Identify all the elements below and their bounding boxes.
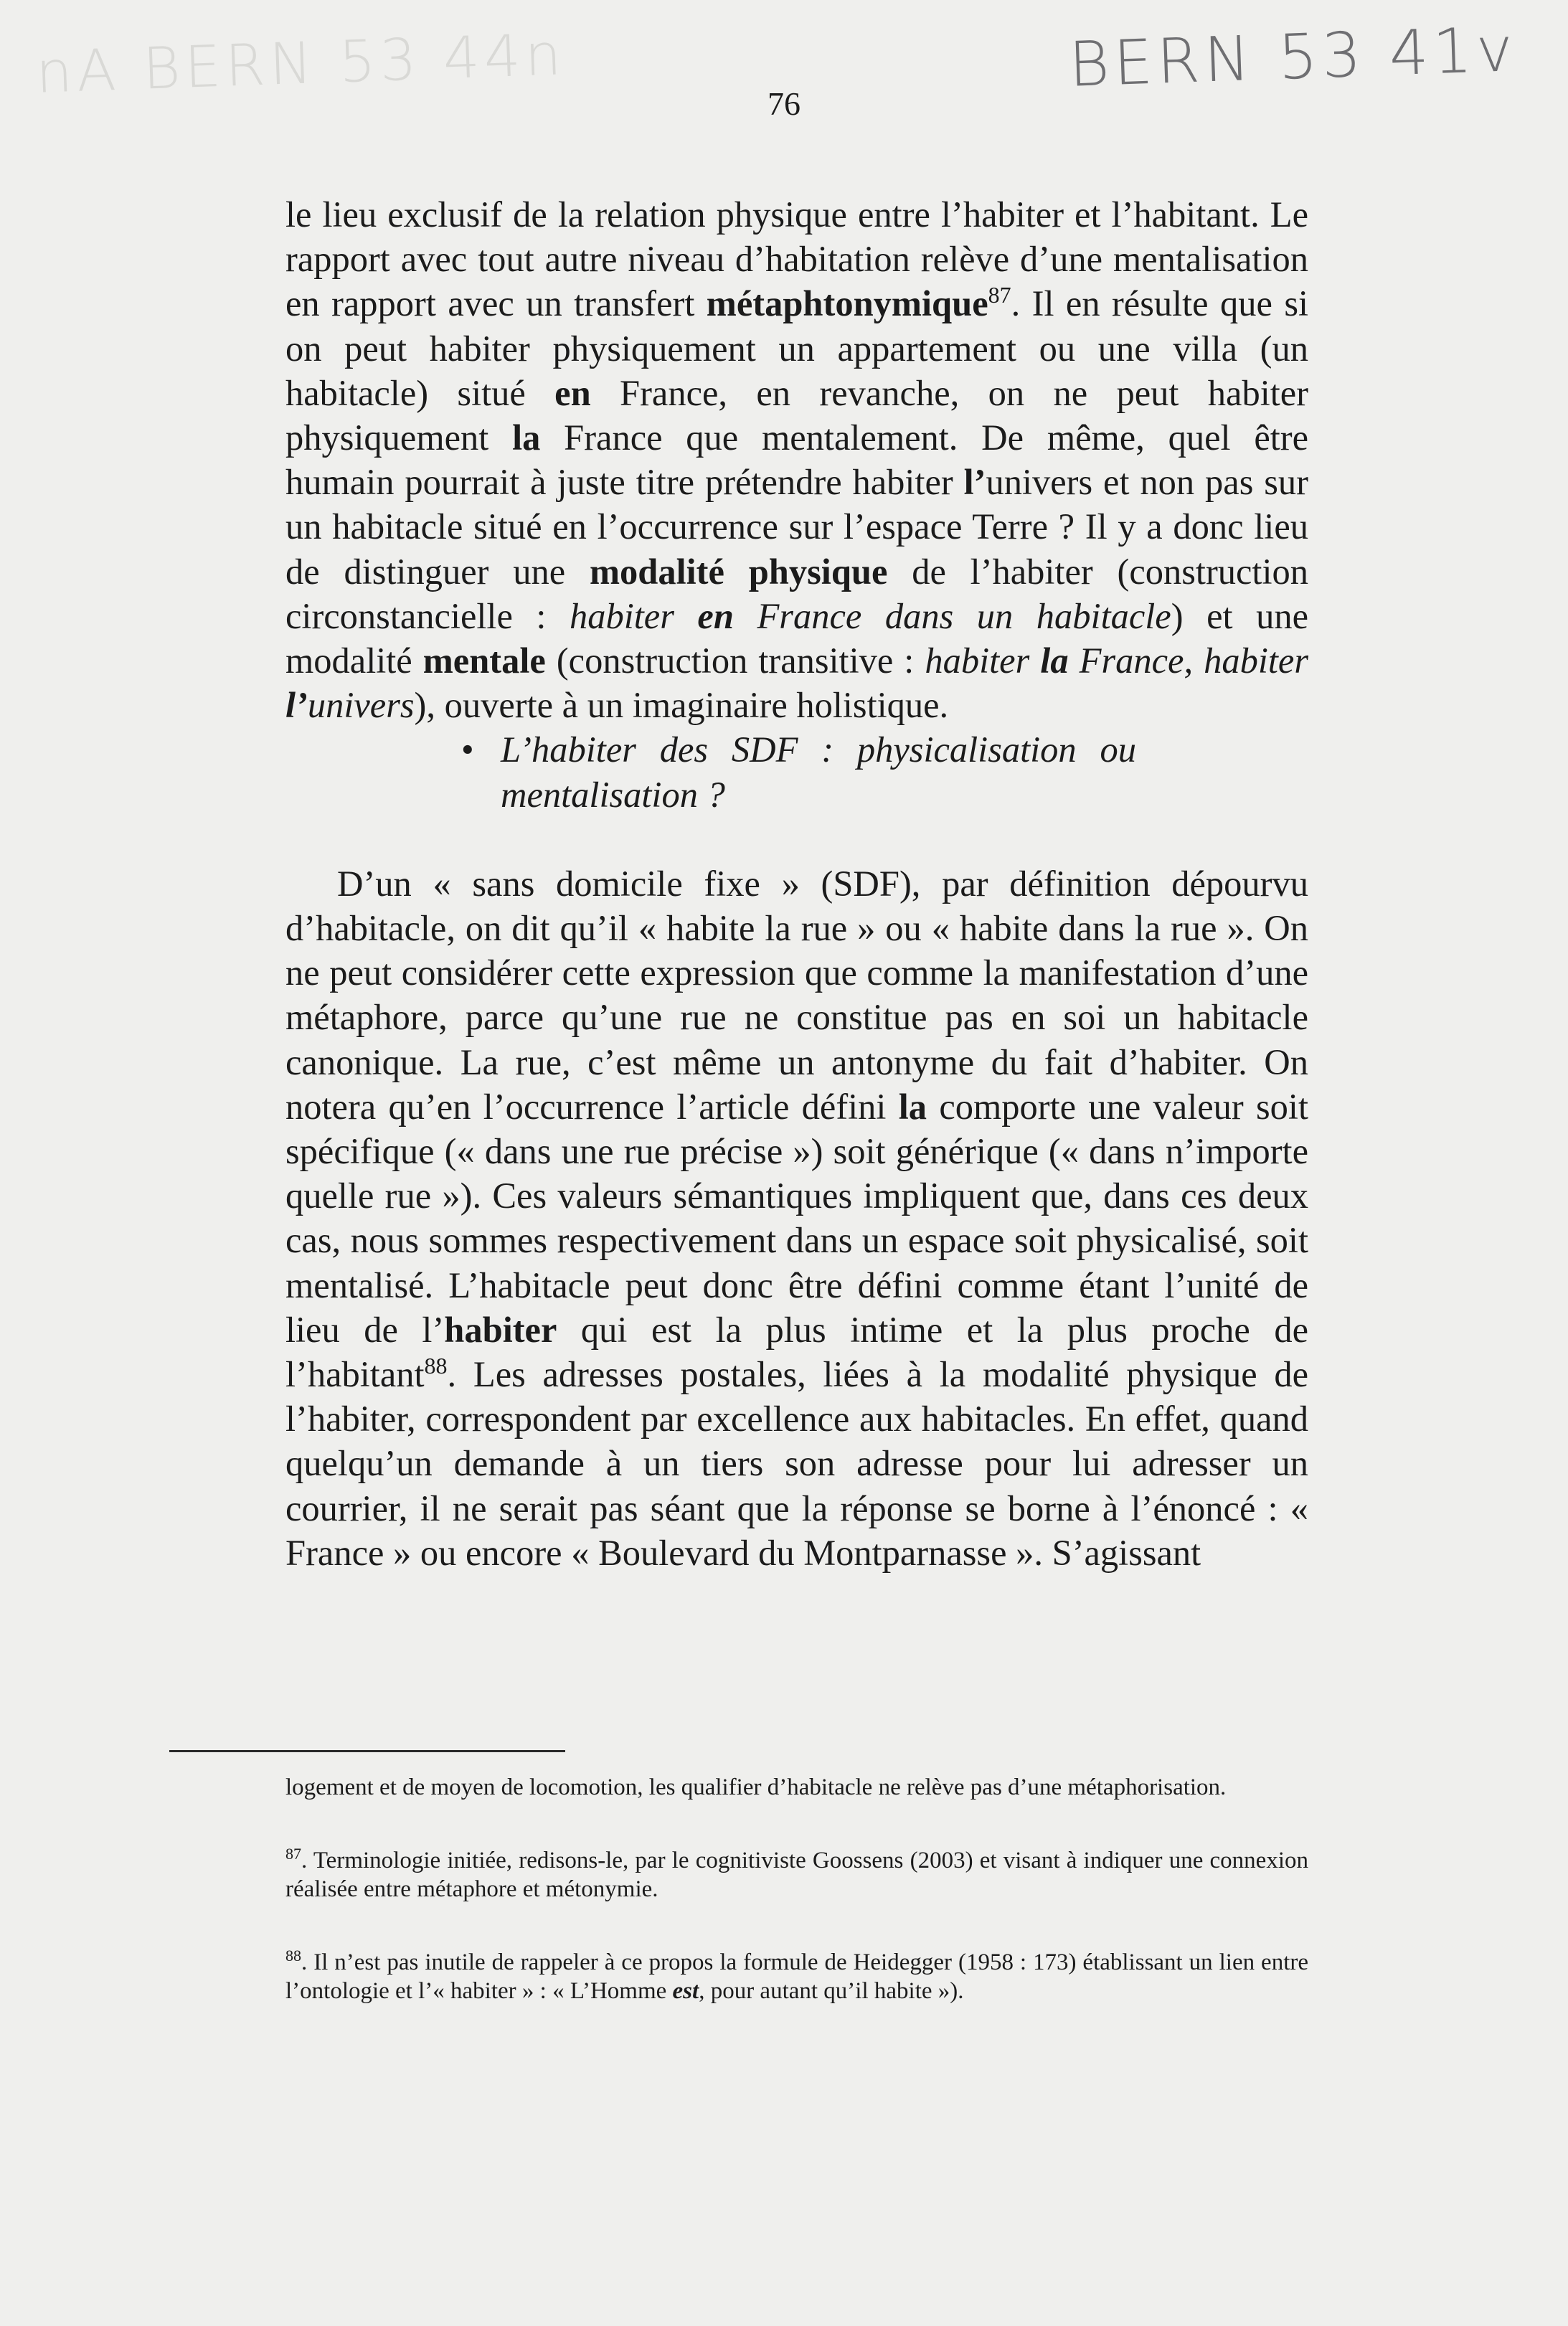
section-heading-text: L’habiter des SDF : physicalisation ou mentalisation ?	[501, 729, 1136, 815]
footnote-number: 87	[285, 1845, 301, 1863]
bold-italic-term: en	[697, 595, 734, 636]
bold-term: habiter	[444, 1309, 557, 1350]
bold-italic-term: l’	[285, 685, 308, 726]
bold-term: modalité physique	[589, 551, 888, 592]
handwritten-archive-mark: BERN 53 41v	[1067, 14, 1519, 101]
footnote-87: $^{87}$. Terminologie initiée, redisons-le, par le cognitiviste Goossens (2003) et visant à indiquer une connexion réalisée entre métaphore et métonymie.	[285, 1845, 1308, 1902]
footnote-88: $^{88}$. Il n’est pas inutile de rappeler à ce propos la formule de Heidegger (1958 : 173) établissant un lien entre l’ontologie et l’« habiter » : « L’Homme est, pour autant qu’il habite »).	[285, 1947, 1308, 2004]
faint-archive-mark: nA BERN 53 44n	[34, 21, 567, 106]
bold-term: métaphtonymique	[706, 283, 988, 324]
footnote-ref-88: 88	[424, 1353, 448, 1379]
bold-term: l’	[963, 462, 986, 503]
footnote-separator	[169, 1750, 565, 1752]
bold-term: mentale	[422, 640, 546, 681]
footnote-ref-87: 87	[988, 282, 1011, 308]
bold-term: la	[898, 1086, 927, 1127]
paragraph-1: le lieu exclusif de la relation physique entre l’habiter et l’habitant. Le rapport avec tout autre niveau d’habitation relève d’une mentalisation en rapport avec un transfert métaphtonymique$^{87}$. Il en résulte que si on peut habiter physiquement un appartement ou une villa (un habitacle) situé en France, en revanche, on ne peut habiter physiquement la France que mentalement. De même, quel être humain pourrait à juste titre prétendre habiter l’univers et non pas sur un habitacle situé en l’occurrence sur l’espace Terre ? Il y a donc lieu de distinguer une modalité physique de l’habiter (construction circonstancielle : habiter en France dans un habitacle) et une modalité mentale (construction transitive : habiter la France, habiter l’univers), ouverte à un imaginaire holistique.	[285, 194, 1309, 726]
bold-term: en	[554, 372, 591, 413]
bold-italic-term: la	[1040, 640, 1069, 681]
body-text	[285, 192, 1308, 1575]
paragraph-2: D’un « sans domicile fixe » (SDF), par définition dépourvu d’habitacle, on dit qu’il « habite la rue » ou « habite dans la rue ». On ne peut considérer cette expression que comme la manifestation d’une métaphore, parce qu’une rue ne constitue pas en soi un habitacle canonique. La rue, c’est même un antonyme du fait d’habiter. On notera qu’en l’occurrence l’article défini la comporte une valeur soit spécifique (« dans une rue précise ») soit générique (« dans n’importe quelle rue »). Ces valeurs sémantiques impliquent que, dans ces deux cas, nous sommes respectivement dans un espace soit physicalisé, soit mentalisé. L’habitacle peut donc être défini comme étant l’unité de lieu de l’habiter qui est la plus intime et la plus proche de l’habitant$^{88}$. Les adresses postales, liées à la modalité physique de l’habiter, correspondent par excellence aux habitacles. En effet, quand quelqu’un demande à un tiers son adresse pour lui adresser un courrier, il ne serait pas séant que la réponse se borne à l’énoncé : « France » ou encore « Boulevard du Montparnasse ». S’agissant	[285, 863, 1308, 1573]
footnote-number: 88	[285, 1947, 301, 1965]
bold-term: la	[512, 417, 541, 458]
footnotes	[285, 1773, 1308, 2005]
bullet-icon: •	[461, 729, 474, 770]
section-heading	[285, 727, 1308, 816]
page-number: 76	[768, 85, 800, 122]
footnote-continuation: logement et de moyen de locomotion, les qualifier d’habitacle ne relève pas d’une métaphorisation.	[285, 1774, 1227, 1800]
